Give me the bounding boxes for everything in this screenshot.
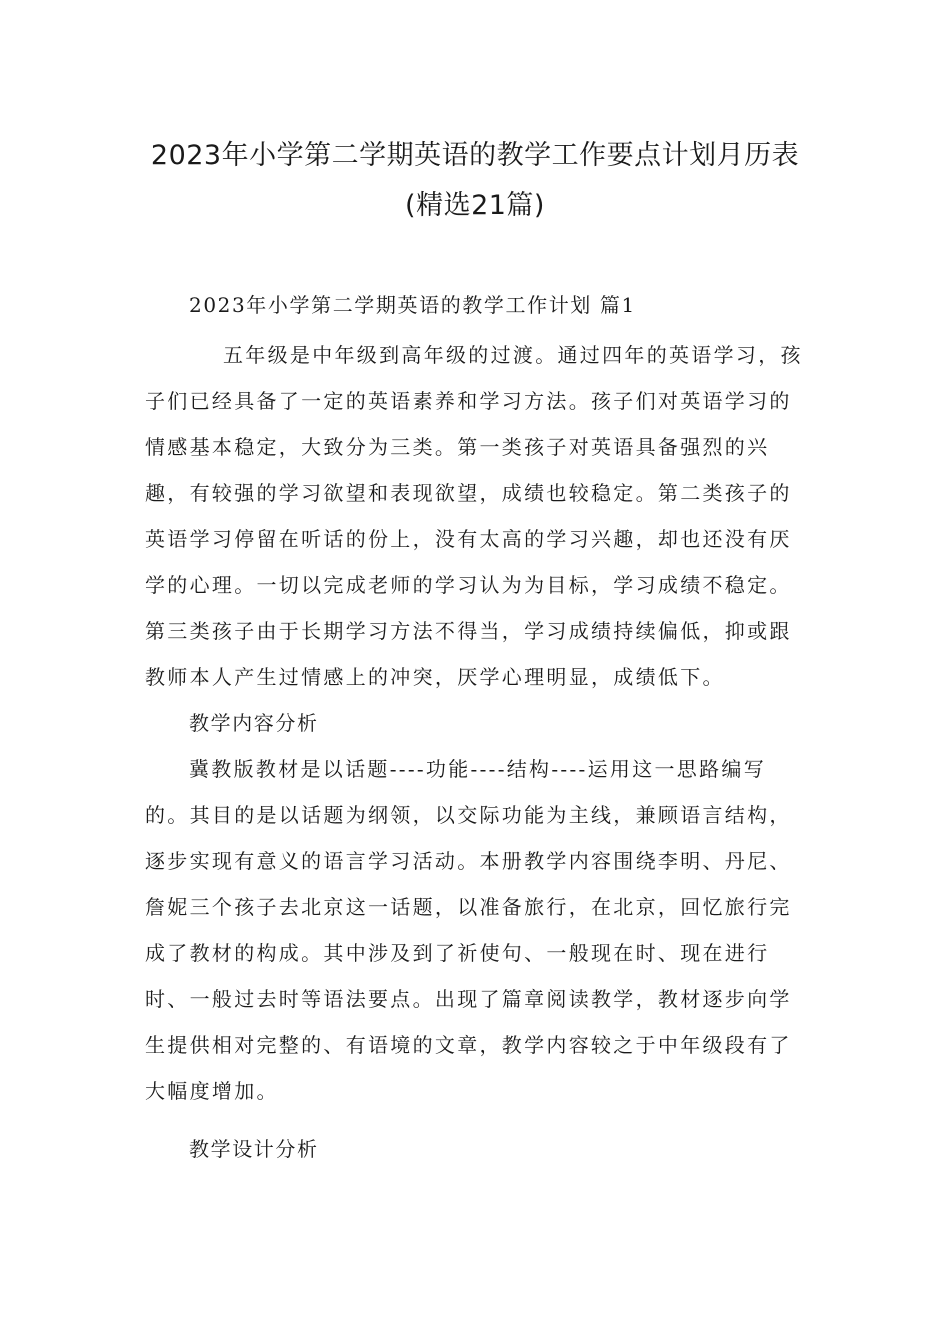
paragraph-line: 子们已经具备了一定的英语素养和学习方法。孩子们对英语学习的: [145, 389, 792, 413]
paragraph-line: 冀教版教材是以话题----功能----结构----运用这一思路编写: [189, 757, 766, 781]
paragraph-line: 学的心理。一切以完成老师的学习认为为目标，学习成绩不稳定。: [145, 573, 792, 597]
paragraph-line: 詹妮三个孩子去北京这一话题，以准备旅行，在北京，回忆旅行完: [145, 895, 792, 919]
document-title-line-2: (精选21篇): [405, 190, 545, 221]
paragraph-line: 趣，有较强的学习欲望和表现欲望，成绩也较稳定。第二类孩子的: [145, 481, 792, 505]
heading-design-analysis: 教学设计分析: [189, 1137, 319, 1161]
paragraph-line: 五年级是中年级到高年级的过渡。通过四年的英语学习，孩: [223, 343, 803, 367]
paragraph-line: 大幅度增加。: [145, 1079, 279, 1103]
paragraph-line: 教师本人产生过情感上的冲突，厌学心理明显，成绩低下。: [145, 665, 725, 689]
paragraph-content-analysis: [145, 746, 805, 1114]
heading-content-analysis: 教学内容分析: [189, 711, 319, 735]
paragraph-line: 时、一般过去时等语法要点。出现了篇章阅读教学，教材逐步向学: [145, 987, 792, 1011]
document-body: [145, 282, 805, 1172]
paragraph-line: 情感基本稳定，大致分为三类。第一类孩子对英语具备强烈的兴: [145, 435, 770, 459]
paragraph-line: 逐步实现有意义的语言学习活动。本册教学内容围绕李明、丹尼、: [145, 849, 792, 873]
section-heading: 2023年小学第二学期英语的教学工作计划 篇1: [189, 293, 636, 317]
paragraph-line: 第三类孩子由于长期学习方法不得当，学习成绩持续偏低，抑或跟: [145, 619, 792, 643]
paragraph-line: 生提供相对完整的、有语境的文章，教学内容较之于中年级段有了: [145, 1033, 792, 1057]
paragraph-class-situation: [145, 332, 805, 700]
paragraph-line: 成了教材的构成。其中涉及到了祈使句、一般现在时、现在进行: [145, 941, 770, 965]
document-title-line-1: 2023年小学第二学期英语的教学工作要点计划月历表: [150, 140, 800, 171]
paragraph-line: 英语学习停留在听话的份上，没有太高的学习兴趣，却也还没有厌: [145, 527, 792, 551]
paragraph-line: 的。其目的是以话题为纲领，以交际功能为主线，兼顾语言结构，: [145, 803, 792, 827]
